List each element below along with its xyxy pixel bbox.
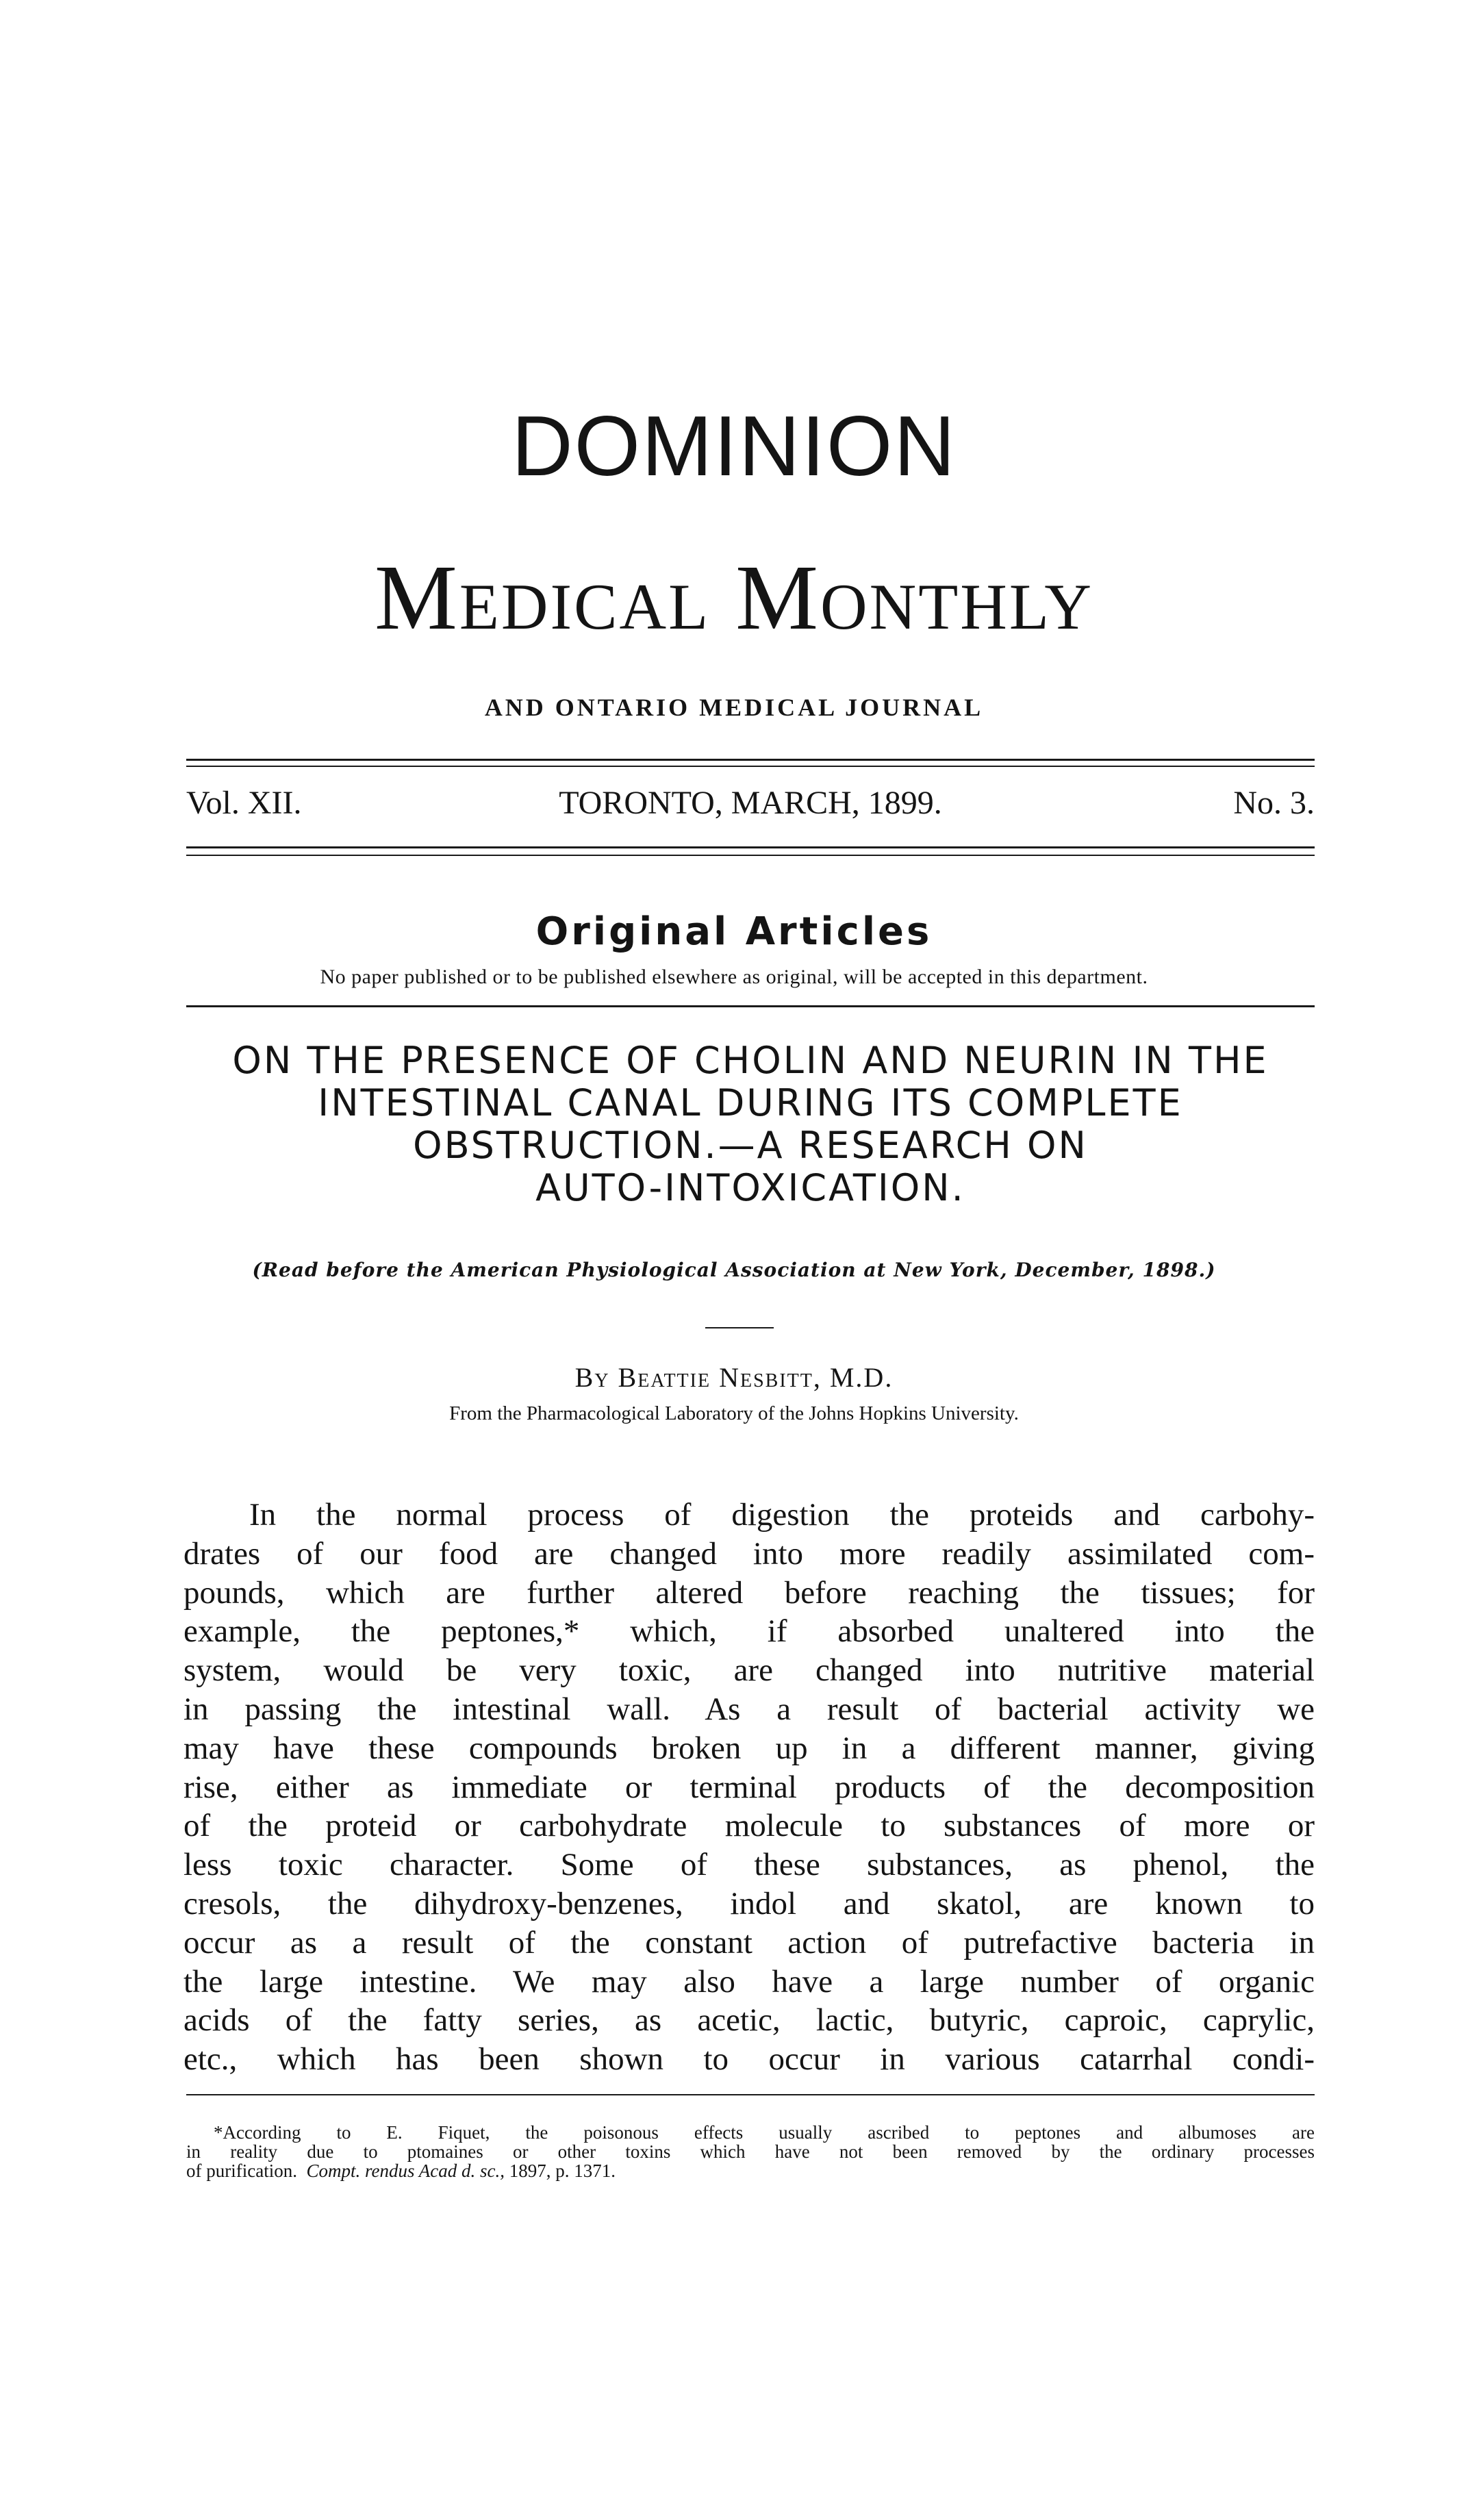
body-line: acids of the fatty series, as acetic, lactic, butyric, caproic, caprylic, (184, 2002, 1315, 2039)
article-title-line: INTESTINAL CANAL DURING ITS COMPLETE (318, 1081, 1183, 1124)
footnote-line: in reality due to ptomaines or other toxins which have not been removed by the ordinary processes (186, 2141, 1315, 2162)
issue-number: No. 3. (1233, 785, 1315, 821)
section-title: Original Articles (535, 909, 933, 954)
article-title-line: OBSTRUCTION.—A RESEARCH ON (413, 1124, 1088, 1167)
body-line: occur as a result of the constant action of putrefactive bacteria in (184, 1924, 1315, 1961)
section-rule (186, 1005, 1315, 1007)
masthead-title-line-1: DOMINION (511, 399, 957, 494)
footnote-line: *According to E. Fiquet, the poisonous effects usually ascribed to peptones and albumoses are (214, 2122, 1315, 2143)
footnote-citation: Compt. rendus Acad d. sc., (306, 2160, 505, 2181)
body-line: cresols, the dihydroxy-benzenes, indol and skatol, are known to (184, 1885, 1315, 1922)
body-line: may have these compounds broken up in a different manner, giving (184, 1730, 1315, 1766)
section-note: No paper published or to be published elsewhere as original, will be accepted in this department. (320, 966, 1148, 988)
footnote-text: of purification. (186, 2160, 297, 2181)
masthead-rule-top-2 (186, 766, 1315, 767)
article-title (186, 1040, 1315, 1209)
body-line: example, the peptones,* which, if absorbed unaltered into the (184, 1613, 1315, 1650)
issue-place-date: TORONTO, MARCH, 1899. (559, 785, 942, 821)
body-line: drates of our food are changed into more readily assimilated com- (184, 1535, 1315, 1572)
issue-volume: Vol. XII. (186, 785, 302, 821)
body-line: rise, either as immediate or terminal products of the decomposition (184, 1769, 1315, 1805)
body-line: etc., which has been shown to occur in various catarrhal condi- (184, 2041, 1315, 2078)
author-byline: By Beattie Nesbitt, M.D. (574, 1362, 894, 1393)
masthead-subtitle: AND ONTARIO MEDICAL JOURNAL (484, 694, 984, 721)
body-line: pounds, which are further altered before reaching the tissues; for (184, 1574, 1315, 1611)
read-before-note: (Read before the American Physiological Association at New York, December, 1898.) (252, 1259, 1216, 1281)
body-line: of the proteid or carbohydrate molecule to substances of more or (184, 1808, 1315, 1844)
body-line: less toxic character. Some of these substances, as phenol, the (184, 1847, 1315, 1883)
footnote-rule (186, 2094, 1315, 2095)
article-title-line: ON THE PRESENCE OF CHOLIN AND NEURIN IN THE (232, 1039, 1269, 1082)
issue-rule-bottom-1 (186, 846, 1315, 848)
body-line: system, would be very toxic, are changed into nutritive material (184, 1652, 1315, 1689)
footnote-line (186, 2161, 1315, 2180)
body-line: In the normal process of digestion the proteids and carbohy- (249, 1497, 1315, 1533)
title-divider (705, 1327, 774, 1328)
issue-info-bar (186, 784, 1315, 825)
footnote-citation-year: 1897, p. 1371. (509, 2160, 616, 2181)
footnote (186, 2123, 1315, 2180)
article-title-line: AUTO-INTOXICATION. (535, 1166, 965, 1209)
body-line: in passing the intestinal wall. As a result of bacterial activity we (184, 1691, 1315, 1727)
body-line: the large intestine. We may also have a large number of organic (184, 1963, 1315, 2000)
author-affiliation: From the Pharmacological Laboratory of the Johns Hopkins University. (449, 1402, 1019, 1424)
issue-rule-bottom-2 (186, 855, 1315, 856)
article-body (184, 1496, 1315, 2079)
masthead-title-line-2: Medical Monthly (374, 546, 1094, 649)
masthead-rule-top-1 (186, 759, 1315, 761)
